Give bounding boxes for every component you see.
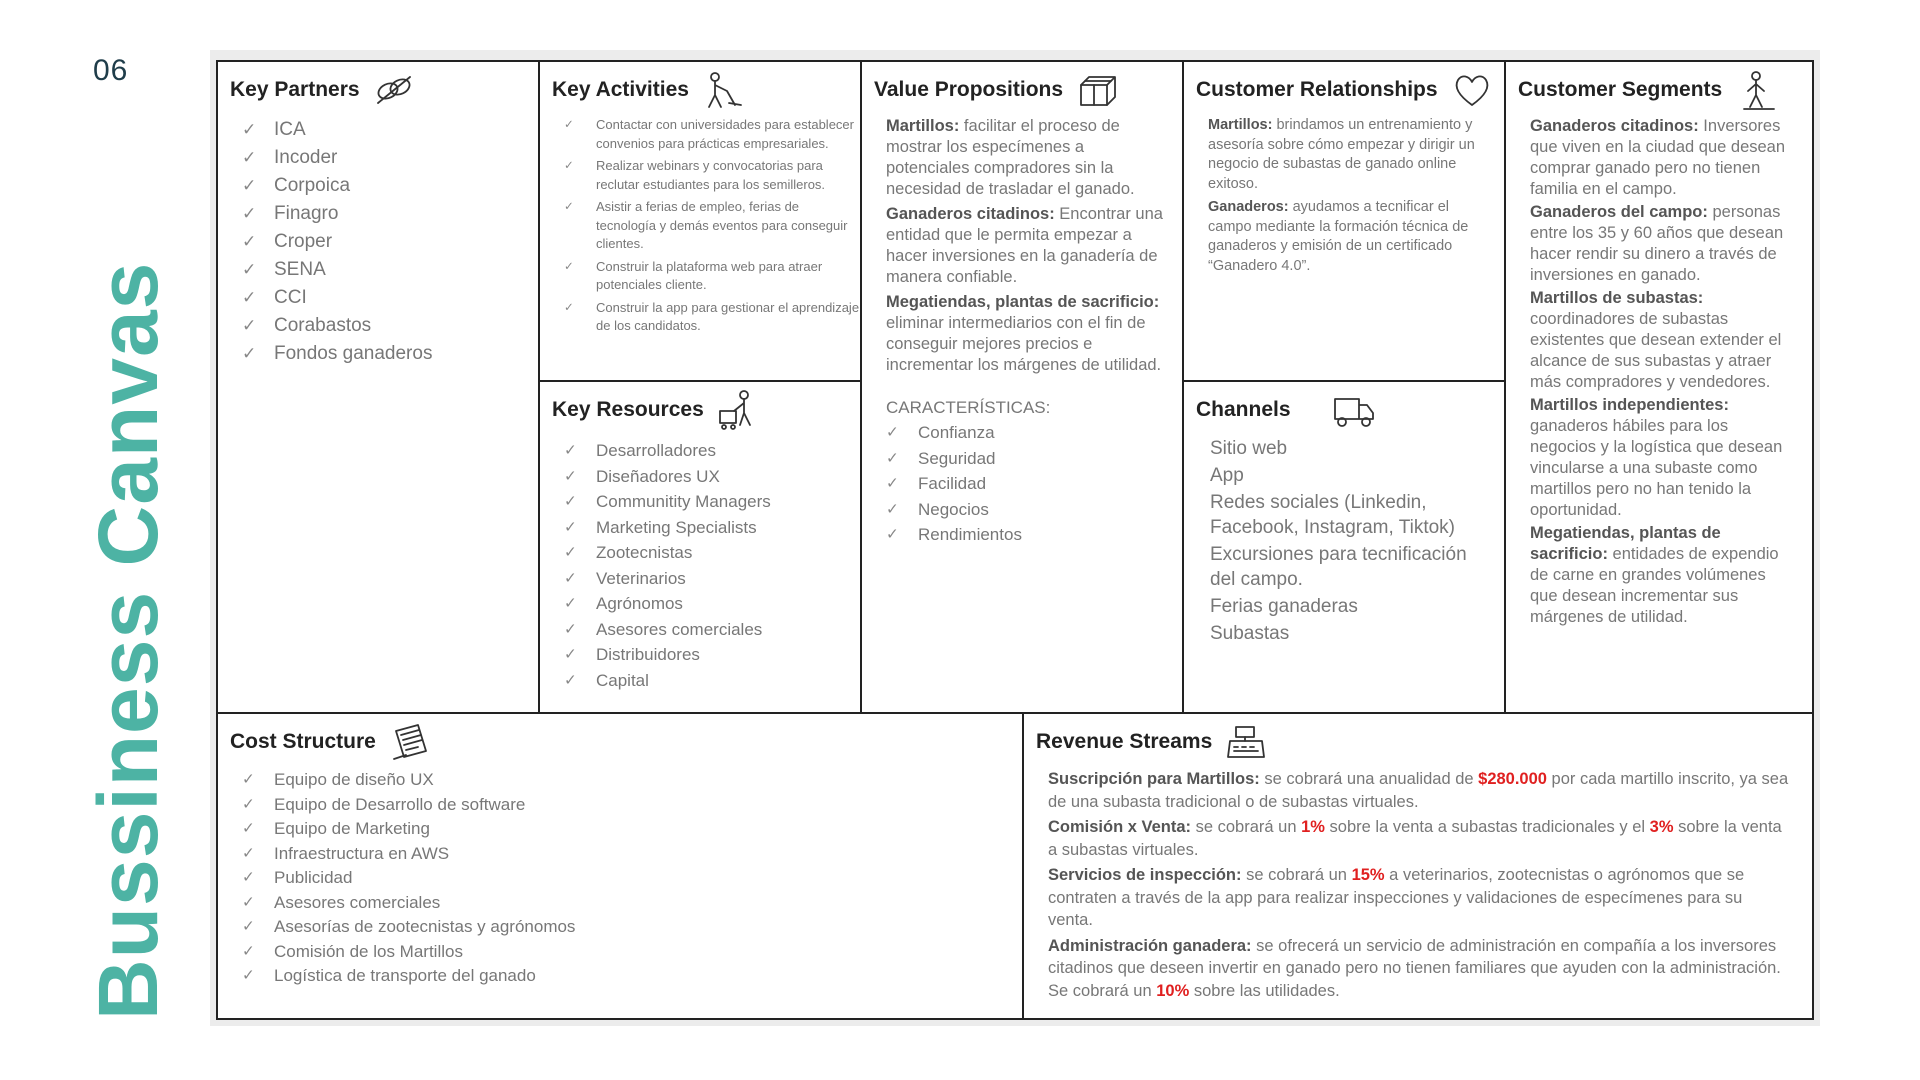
features-list: [862, 420, 1182, 548]
cs-text: personas entre los 35 y 60 años que desean hacer rendir su dinero a través de inversiones en ganado.: [1530, 203, 1784, 284]
cs-text: ganaderos hábiles para los negocios y la logística que desean vincularse a una subaste como martillos pero no han tenido la oportunidad.: [1530, 417, 1783, 519]
cs-paragraph: [1530, 395, 1796, 521]
list-item: ✓ Communitity Managers: [564, 489, 860, 515]
cs-paragraph: [1530, 523, 1796, 628]
customer-relationships-title: Customer Relationships: [1196, 78, 1438, 101]
cr-paragraph: [1208, 198, 1488, 276]
list-item: ✓ Confianza: [886, 420, 1182, 446]
vp-label: Megatiendas, plantas de sacrificio:: [886, 293, 1160, 311]
customer-segments-title: Customer Segments: [1518, 78, 1723, 101]
key-resources-title: Key Resources: [552, 398, 704, 421]
key-resources-block: [540, 382, 862, 714]
slide-number: 06: [93, 54, 129, 87]
key-activities-block: [540, 62, 862, 382]
list-item: ✓ Diseñadores UX: [564, 464, 860, 490]
rs-text: se cobrará una anualidad de: [1259, 770, 1479, 788]
rs-paragraph: [1048, 935, 1790, 1003]
cost-structure-block: [218, 714, 1024, 1018]
list-item: ✓ Comisión de los Martillos: [242, 940, 1022, 965]
customer-relationships-block: [1184, 62, 1506, 382]
vp-text: Encontrar una entidad que le permita empezar a hacer inversiones en la ganadería de manera confiable.: [886, 205, 1163, 286]
list-item: ✓ Capital: [564, 668, 860, 694]
channels-list: [1184, 436, 1504, 646]
list-item: ✓ Construir la app para gestionar el aprendizaje de los candidatos.: [564, 299, 860, 336]
list-item: ✓ Croper: [242, 228, 538, 256]
rs-highlight: 1%: [1301, 818, 1325, 836]
key-partners-list: [218, 116, 538, 368]
cs-label: Ganaderos del campo:: [1530, 203, 1708, 221]
cs-paragraph: [1530, 288, 1796, 393]
rs-text: se cobrará un: [1241, 866, 1352, 884]
vp-text: facilitar el proceso de mostrar los especímenes a potenciales compradores sin la necesidad de trasladar el ganado.: [886, 117, 1135, 198]
list-item: ✓ Logística de transporte del ganado: [242, 964, 1022, 989]
revenue-streams-text: [1048, 768, 1790, 1002]
channels-block: [1184, 382, 1506, 714]
cs-paragraph: [1530, 116, 1796, 200]
list-item: Redes sociales (Linkedin, Facebook, Instagram, Tiktok): [1210, 492, 1455, 538]
customer-relationships-text: [1208, 116, 1488, 276]
rs-label: Comisión x Venta:: [1048, 818, 1192, 836]
person-icon: [1734, 69, 1778, 111]
revenue-streams-title: Revenue Streams: [1036, 730, 1213, 753]
cr-text: ayudamos a tecnificar el campo mediante la formación técnica de ganaderos y emisión de un certificado “Ganadero 4.0”.: [1208, 199, 1469, 274]
list-item: ✓ CCI: [242, 284, 538, 312]
heart-icon: [1450, 69, 1494, 111]
channels-list-wrap: [1184, 436, 1504, 646]
rs-highlight: $280.000: [1478, 770, 1547, 788]
worker-cart-icon: [716, 389, 760, 431]
rs-highlight: 10%: [1156, 981, 1190, 1000]
cs-label: Martillos independientes:: [1530, 396, 1729, 414]
list-item: ✓ Asesorías de zootecnistas y agrónomos: [242, 915, 1022, 940]
cs-label: Ganaderos citadinos:: [1530, 117, 1699, 135]
list-item: ✓ Agrónomos: [564, 591, 860, 617]
receipt-icon: [388, 721, 432, 763]
cs-text: Inversores que viven en la ciudad que desean comprar ganado pero no tienen familia en el campo.: [1530, 117, 1786, 198]
cash-register-icon: [1224, 721, 1268, 763]
revenue-streams-block: [1024, 714, 1812, 1018]
list-item: ✓ Seguridad: [886, 446, 1182, 472]
rs-label: Servicios de inspección:: [1048, 866, 1242, 884]
list-item: Subastas: [1210, 623, 1290, 644]
vp-paragraph: [886, 292, 1166, 376]
vp-paragraph: [886, 116, 1166, 200]
list-item: ✓ Equipo de diseño UX: [242, 768, 1022, 793]
list-item: ✓ Zootecnistas: [564, 540, 860, 566]
list-item: App: [1210, 465, 1244, 486]
list-item: ✓ Desarrolladores: [564, 438, 860, 464]
vp-text: eliminar intermediarios con el fin de conseguir mejores precios e incrementar los márgenes de utilidad.: [886, 314, 1162, 374]
cost-structure-title: Cost Structure: [230, 730, 376, 753]
cost-structure-list: [218, 768, 1022, 989]
list-item: ✓ Asistir a ferias de empleo, ferias de tecnología y demás eventos para conseguir clientes.: [564, 198, 860, 254]
list-item: ✓ Infraestructura en AWS: [242, 842, 1022, 867]
rs-highlight: 15%: [1351, 866, 1385, 884]
cr-paragraph: [1208, 116, 1488, 194]
rs-text: sobre la venta a subastas tradicionales y el: [1324, 818, 1650, 836]
list-item: ✓ Realizar webinars y convocatorias para reclutar estudiantes para los semilleros.: [564, 157, 860, 194]
features-heading: CARACTERÍSTICAS:: [886, 398, 1051, 417]
cs-text: coordinadores de subastas existentes que desean extender el alcance de sus subastas y atraer más compradores y vendedores.: [1530, 310, 1782, 391]
vp-label: Ganaderos citadinos:: [886, 205, 1055, 223]
customer-segments-block: [1506, 62, 1812, 714]
list-item: ✓ Incoder: [242, 144, 538, 172]
rs-label: Suscripción para Martillos:: [1048, 770, 1260, 788]
list-item: ✓ Equipo de Marketing: [242, 817, 1022, 842]
list-item: ✓ Publicidad: [242, 866, 1022, 891]
gift-box-icon: [1075, 69, 1119, 111]
rs-paragraph: [1048, 816, 1790, 861]
chain-link-icon: [372, 69, 416, 111]
rs-text: a veterinarios, zootecnistas o agrónomos que se contraten a través de la app para realizar inspecciones y validaciones de especímenes para su venta.: [1048, 866, 1745, 929]
channels-title: Channels: [1196, 398, 1291, 421]
list-item: ✓ Negocios: [886, 497, 1182, 523]
list-item: ✓ Rendimientos: [886, 522, 1182, 548]
list-item: ✓ Corabastos: [242, 312, 538, 340]
key-resources-list: [540, 438, 860, 693]
cr-label: Martillos:: [1208, 117, 1273, 133]
customer-segments-text: [1530, 116, 1796, 628]
cs-label: Megatiendas, plantas de sacrificio:: [1530, 524, 1721, 563]
key-partners-title: Key Partners: [230, 78, 360, 101]
worker-icon: [701, 69, 745, 111]
list-item: ✓ Contactar con universidades para establecer convenios para prácticas empresariales.: [564, 116, 860, 153]
truck-icon: [1331, 389, 1375, 431]
cs-text: entidades de expendio de carne en grandes volúmenes que desean incrementar sus márgenes de utilidad.: [1530, 545, 1779, 626]
cs-label: Martillos de subastas:: [1530, 289, 1704, 307]
value-propositions-text: [886, 116, 1166, 376]
vp-paragraph: [886, 204, 1166, 288]
cr-text: brindamos un entrenamiento y asesoría sobre cómo empezar y dirigir un negocio de subastas de ganado online exitoso.: [1208, 117, 1475, 192]
page-title: Bussiness Canvas: [81, 261, 175, 1020]
list-item: ✓ Veterinarios: [564, 566, 860, 592]
cs-paragraph: [1530, 202, 1796, 286]
list-item: ✓ Asesores comerciales: [564, 617, 860, 643]
rs-text: se ofrecerá un servicio de administración en compañía a los inversores citadinos que deseen invertir en ganado pero no tienen familiares que ayuden con la administración. Se cobrará un: [1048, 936, 1781, 1000]
rs-text: por cada martillo inscrito, ya sea de una subasta tradicional o de subastas virtuales.: [1048, 770, 1789, 811]
list-item: ✓ Facilidad: [886, 471, 1182, 497]
rs-paragraph: [1048, 864, 1790, 932]
cr-label: Ganaderos:: [1208, 199, 1289, 215]
list-item: ✓ Finagro: [242, 200, 538, 228]
list-item: ✓ Marketing Specialists: [564, 515, 860, 541]
list-item: ✓ Fondos ganaderos: [242, 340, 538, 368]
list-item: ✓ Distribuidores: [564, 642, 860, 668]
vp-label: Martillos:: [886, 117, 960, 135]
list-item: ✓ ICA: [242, 116, 538, 144]
rs-text: sobre las utilidades.: [1189, 981, 1340, 1000]
business-model-canvas: [216, 60, 1814, 1020]
list-item: ✓ SENA: [242, 256, 538, 284]
list-item: ✓ Equipo de Desarrollo de software: [242, 793, 1022, 818]
key-activities-list: [540, 116, 860, 336]
rs-text: se cobrará un: [1191, 818, 1302, 836]
rs-text: sobre la venta a subastas virtuales.: [1048, 818, 1782, 859]
value-propositions-block: [862, 62, 1184, 714]
list-item: Excursiones para tecnificación del campo.: [1210, 544, 1467, 590]
key-activities-title: Key Activities: [552, 78, 689, 101]
rs-highlight: 3%: [1649, 818, 1674, 836]
key-partners-block: [218, 62, 540, 714]
list-item: ✓ Asesores comerciales: [242, 891, 1022, 916]
value-propositions-title: Value Propositions: [874, 78, 1064, 101]
list-item: Ferias ganaderas: [1210, 596, 1358, 617]
rs-label: Administración ganadera:: [1048, 936, 1252, 955]
list-item: Sitio web: [1210, 438, 1288, 459]
list-item: ✓ Construir la plataforma web para atraer potenciales cliente.: [564, 258, 860, 295]
list-item: ✓ Corpoica: [242, 172, 538, 200]
rs-paragraph: [1048, 768, 1790, 813]
